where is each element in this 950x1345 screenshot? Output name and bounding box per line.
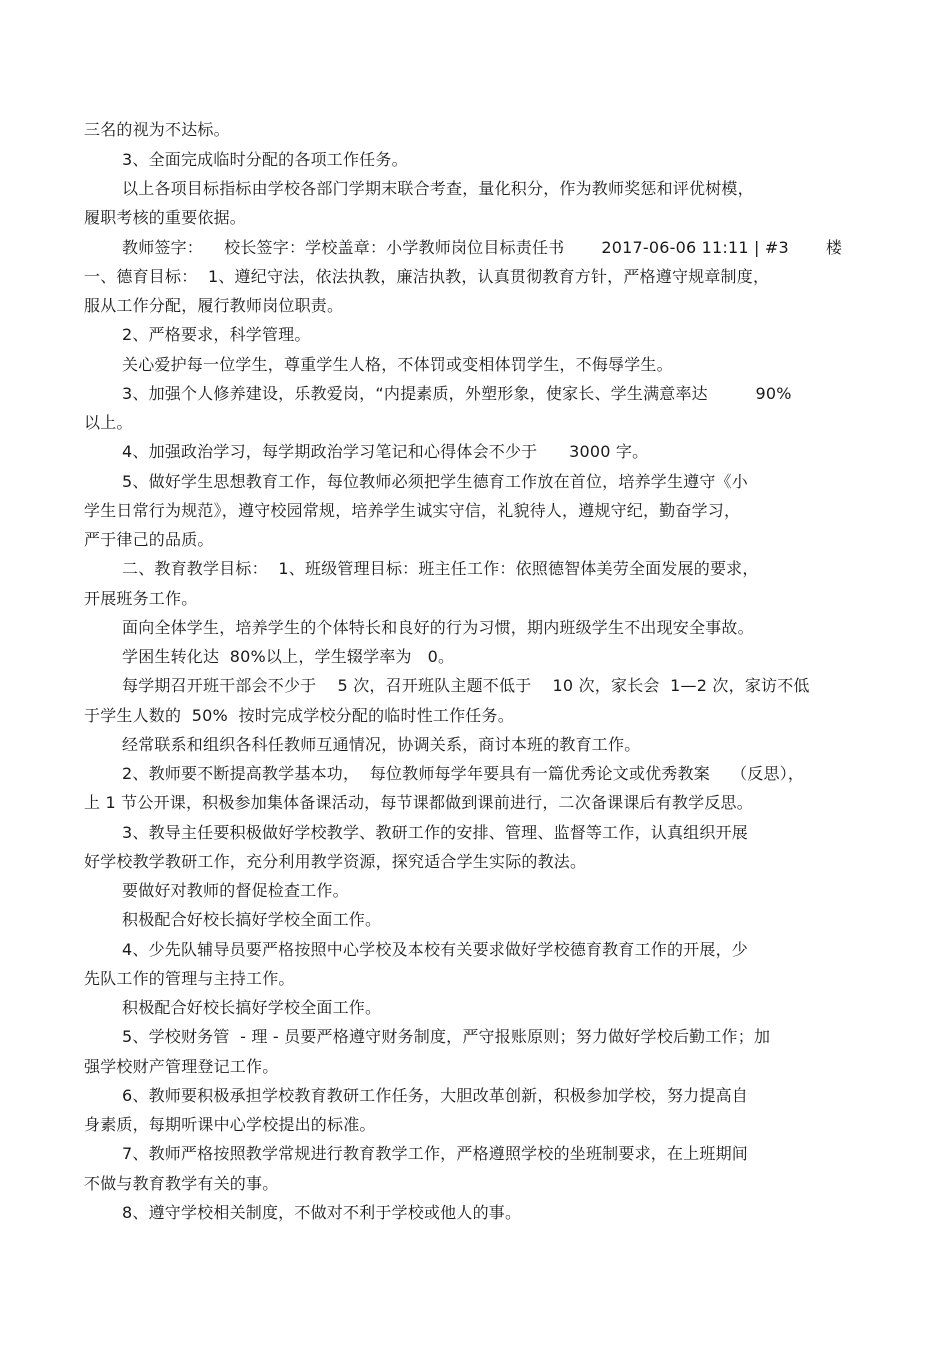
text-line: 教师签字： 校长签字：学校盖章：小学教师岗位目标责任书 2017-06-06 11:11 | #3 楼 [122, 238, 843, 257]
text-line: 履职考核的重要依据。 [84, 208, 247, 227]
text-line: 6、教师要积极承担学校教育教研工作任务，大胆改革创新，积极参加学校，努力提高自 [122, 1086, 748, 1105]
text-line: 3、教导主任要积极做好学校教学、教研工作的安排、管理、监督等工作，认真组织开展 [122, 823, 748, 842]
text-line: 严于律己的品质。 [84, 530, 214, 549]
text-line: 学困生转化达 80%以上，学生辍学率为 0。 [122, 647, 455, 666]
text-line: 三名的视为不达标。 [84, 120, 230, 139]
text-line: 2、严格要求，科学管理。 [122, 325, 311, 344]
text-line: 每学期召开班干部会不少于 5 次，召开班队主题不低于 10 次，家长会 1—2 次，家访不低 [122, 676, 810, 695]
text-line: 身素质，每期听课中心学校提出的标准。 [84, 1115, 376, 1134]
text-line: 开展班务工作。 [84, 589, 198, 608]
text-line: 2、教师要不断提高教学基本功， 每位教师每学年要具有一篇优秀论文或优秀教案 （反思）， [122, 764, 805, 783]
text-line: 先队工作的管理与主持工作。 [84, 969, 295, 988]
text-line: 二、教育教学目标： 1、班级管理目标：班主任工作：依照德智体美劳全面发展的要求， [122, 559, 759, 578]
text-line: 服从工作分配，履行教师岗位职责。 [84, 296, 344, 315]
text-line: 强学校财产管理登记工作。 [84, 1057, 279, 1076]
text-line: 4、少先队辅导员要严格按照中心学校及本校有关要求做好学校德育教育工作的开展，少 [122, 940, 748, 959]
text-line: 7、教师严格按照教学常规进行教育教学工作，严格遵照学校的坐班制要求，在上班期间 [122, 1144, 748, 1163]
text-line: 好学校教学教研工作，充分利用教学资源，探究适合学生实际的教法。 [84, 852, 587, 871]
text-line: 积极配合好校长搞好学校全面工作。 [122, 910, 382, 929]
text-line: 积极配合好校长搞好学校全面工作。 [122, 998, 382, 1017]
text-line: 学生日常行为规范》，遵守校园常规，培养学生诚实守信，礼貌待人，遵规守纪，勤奋学习， [84, 501, 741, 520]
text-line: 8、遵守学校相关制度，不做对不利于学校或他人的事。 [122, 1203, 522, 1222]
text-line: 于学生人数的 50% 按时完成学校分配的临时性工作任务。 [84, 706, 514, 725]
text-line: 以上各项目标指标由学校各部门学期末联合考查，量化积分，作为教师奖惩和评优树模， [122, 179, 754, 198]
text-line: 不做与教育教学有关的事。 [84, 1174, 279, 1193]
text-line: 面向全体学生，培养学生的个体特长和良好的行为习惯，期内班级学生不出现安全事故。 [122, 618, 754, 637]
text-line: 以上。 [84, 413, 133, 432]
text-line: 上 1 节公开课，积极参加集体备课活动，每节课都做到课前进行，二次备课课后有教学反思。 [84, 793, 753, 812]
text-line: 要做好对教师的督促检查工作。 [122, 881, 349, 900]
text-line: 5、学校财务管 - 理 - 员要严格遵守财务制度，严守报账原则；努力做好学校后勤工作；加 [122, 1027, 771, 1046]
text-line: 5、做好学生思想教育工作，每位教师必须把学生德育工作放在首位，培养学生遵守《小 [122, 472, 748, 491]
text-line: 3、全面完成临时分配的各项工作任务。 [122, 150, 408, 169]
text-line: 4、加强政治学习，每学期政治学习笔记和心得体会不少于 3000 字。 [122, 442, 649, 461]
text-line: 3、加强个人修养建设，乐教爱岗，“内提素质，外塑形象，使家长、学生满意率达 90% [122, 384, 792, 403]
text-line: 经常联系和组织各科任教师互通情况，协调关系，商讨本班的教育工作。 [122, 735, 641, 754]
text-line: 一、德育目标： 1、遵纪守法，依法执教，廉洁执教，认真贯彻教育方针，严格遵守规章制度， [84, 267, 770, 286]
text-line: 关心爱护每一位学生，尊重学生人格，不体罚或变相体罚学生，不侮辱学生。 [122, 355, 673, 374]
